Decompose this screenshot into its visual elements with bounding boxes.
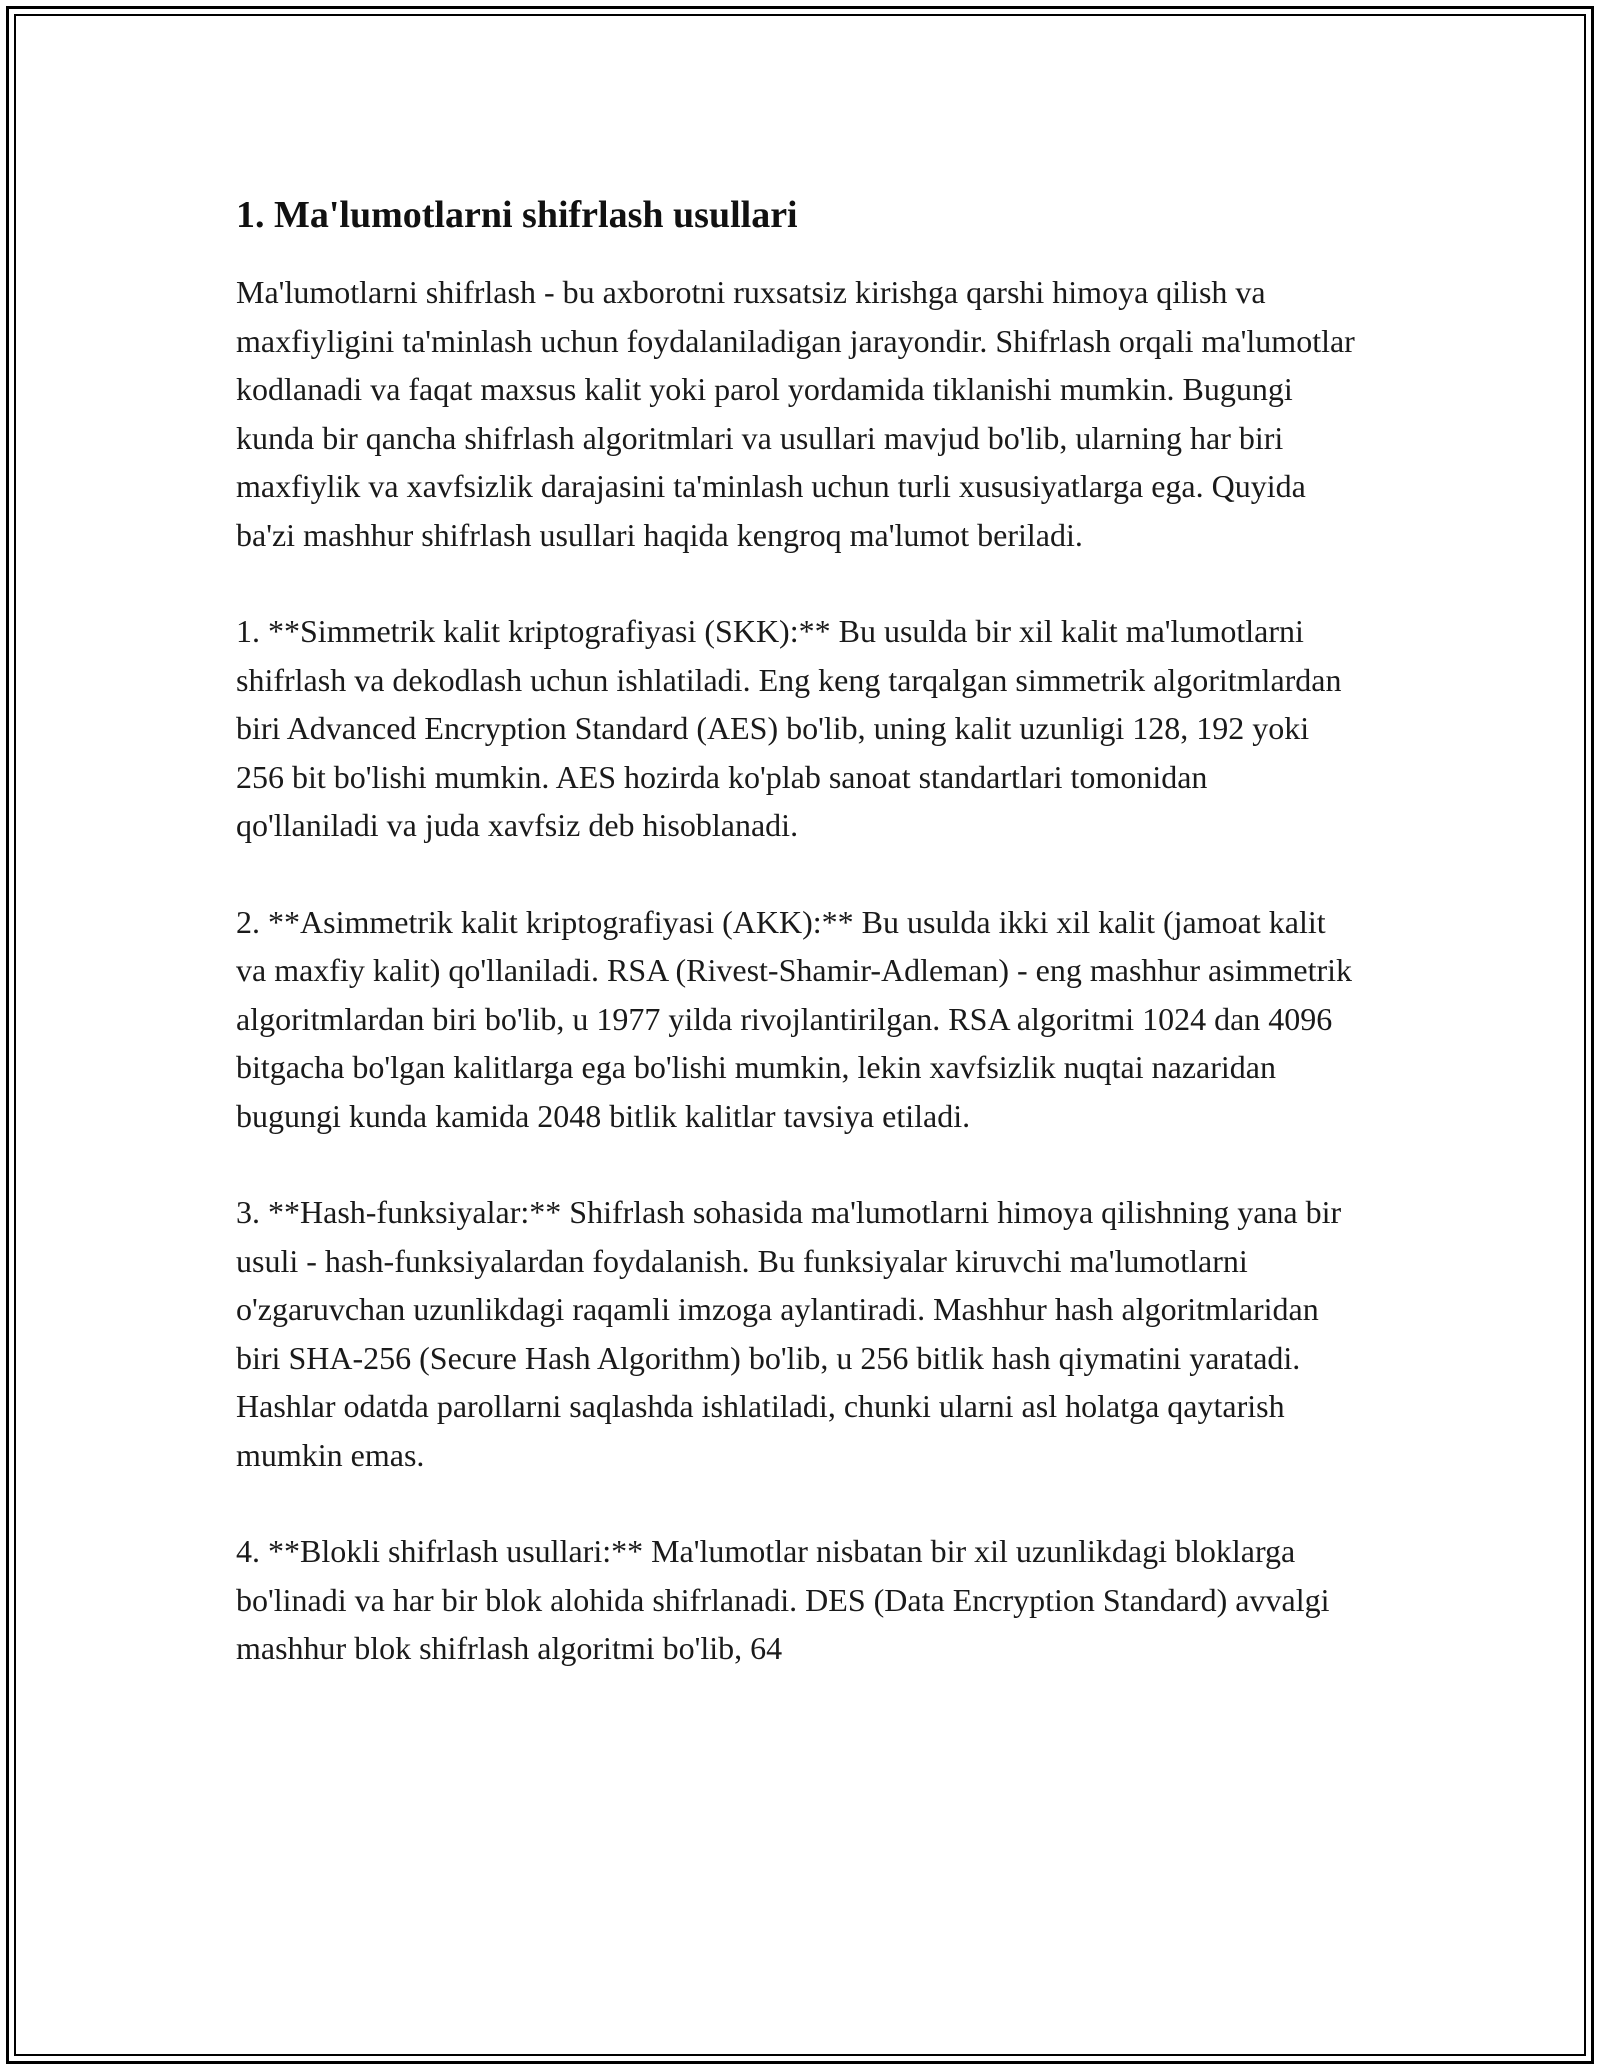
paragraph-symmetric-key: 1. **Simmetrik kalit kriptografiyasi (SKK):** Bu usulda bir xil kalit ma'lumotlarni shifrlash va dekodlash uchun ishlatiladi. Eng keng tarqalgan simmetrik algoritmlardan biri Advanced Encryption Standard (AES) bo'lib, uning kalit uzunligi 128, 192 yoki 256 bit bo'lishi mumkin. AES hozirda ko'plab sanoat standartlari tomonidan qo'llaniladi va juda xavfsiz deb hisoblanadi. xyxy=(236,613,1342,843)
document-heading: 1. Ma'lumotlarni shifrlash usullari xyxy=(236,194,798,236)
document-body xyxy=(236,190,1356,1673)
intro-paragraph: Ma'lumotlarni shifrlash - bu axborotni ruxsatsiz kirishga qarshi himoya qilish va maxfiyligini ta'minlash uchun foydalaniladigan jarayondir. Shifrlash orqali ma'lumotlar kodlanadi va faqat maxsus kalit yoki parol yordamida tiklanishi mumkin. Bugungi kunda bir qancha shifrlash algoritmlari va usullari mavjud bo'lib, ularning har biri maxfiylik va xavfsizlik darajasini ta'minlash uchun turli xususiyatlarga ega. Quyida ba'zi mashhur shifrlash usullari haqida kengroq ma'lumot beriladi. xyxy=(236,274,1355,553)
paragraph-hash-functions: 3. **Hash-funksiyalar:** Shifrlash sohasida ma'lumotlarni himoya qilishning yana bir usuli - hash-funksiyalardan foydalanish. Bu funksiyalar kiruvchi ma'lumotlarni o'zgaruvchan uzunlikdagi raqamli imzoga aylantiradi. Mashhur hash algoritmlaridan biri SHA-256 (Secure Hash Algorithm) bo'lib, u 256 bitlik hash qiymatini yaratadi. Hashlar odatda parollarni saqlashda ishlatiladi, chunki ularni asl holatga qaytarish mumkin emas. xyxy=(236,1194,1342,1473)
paragraph-block-ciphers: 4. **Blokli shifrlash usullari:** Ma'lumotlar nisbatan bir xil uzunlikdagi bloklarga bo'linadi va har bir blok alohida shifrlanadi. DES (Data Encryption Standard) avvalgi mashhur blok shifrlash algoritmi bo'lib, 64 xyxy=(236,1533,1330,1666)
paragraph-asymmetric-key: 2. **Asimmetrik kalit kriptografiyasi (AKK):** Bu usulda ikki xil kalit (jamoat kalit va maxfiy kalit) qo'llaniladi. RSA (Rivest-Shamir-Adleman) - eng mashhur asimmetrik algoritmlardan biri bo'lib, u 1977 yilda rivojlantirilgan. RSA algoritmi 1024 dan 4096 bitgacha bo'lgan kalitlarga ega bo'lishi mumkin, lekin xavfsizlik nuqtai nazaridan bugungi kunda kamida 2048 bitlik kalitlar tavsiya etiladi. xyxy=(236,903,1353,1134)
